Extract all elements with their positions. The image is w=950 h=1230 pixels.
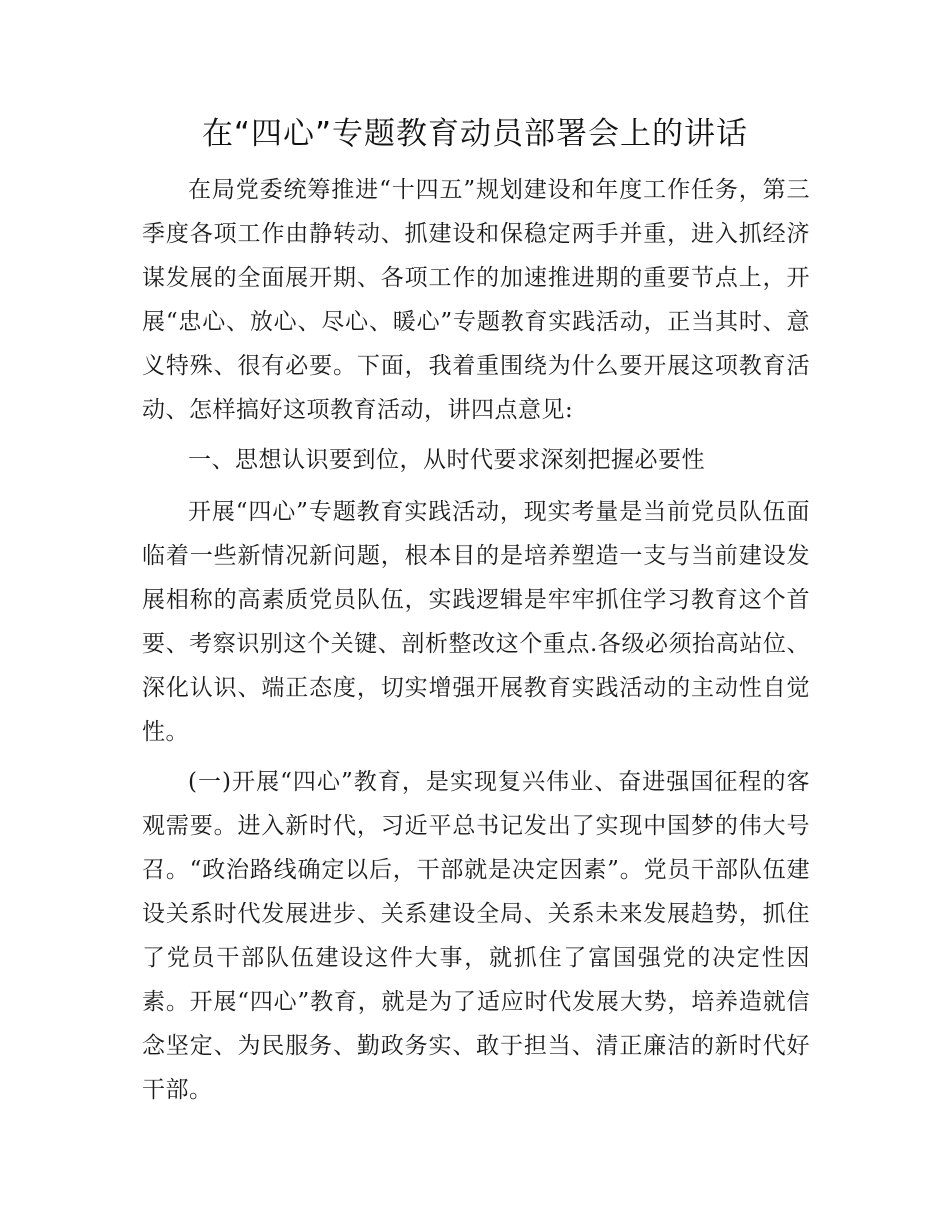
paragraph-section-1: 开展“四心”专题教育实践活动，现实考量是当前党员队伍面临着一些新情况新问题，根本目的是培养塑造一支与当前建设发展相称的高素质党员队伍，实践逻辑是牢牢抓住学习教育这个首要、考察识别这个关键、剖析整改这个重点.各级必须抬高站位、深化认识、端正态度，切实增强开展教育实践活动的主动性自觉性。 [142, 499, 810, 745]
paragraph-intro: 在局党委统筹推进“十四五”规划建设和年度工作任务，第三季度各项工作由静转动、抓建设和保稳定两手并重，进入抓经济谋发展的全面展开期、各项工作的加速推进期的重要节点上，开展“忠心、放心、尽心、暖心”专题教育实践活动，正当其时、意义特殊、很有必要。下面，我着重围绕为什么要开展这项教育活动、怎样搞好这项教育活动，讲四点意见: [142, 177, 810, 423]
section-heading-1: 一、思想认识要到位，从时代要求深刻把握必要性 [188, 447, 705, 473]
paragraph-subsection-1: (一)开展“四心”教育，是实现复兴伟业、奋进强国征程的客观需要。进入新时代，习近平总书记发出了实现中国梦的伟大号召。“政治路线确定以后，干部就是决定因素”。党员干部队伍建设关系时代发展进步、关系建设全局、关系未来发展趋势，抓住了党员干部队伍建设这件大事，就抓住了富国强党的决定性因素。开展“四心”教育，就是为了适应时代发展大势，培养造就信念坚定、为民服务、勤政务实、敢于担当、清正廉洁的新时代好干部。 [142, 769, 810, 1103]
page-title: 在“四心”专题教育动员部署会上的讲话 [201, 116, 749, 152]
